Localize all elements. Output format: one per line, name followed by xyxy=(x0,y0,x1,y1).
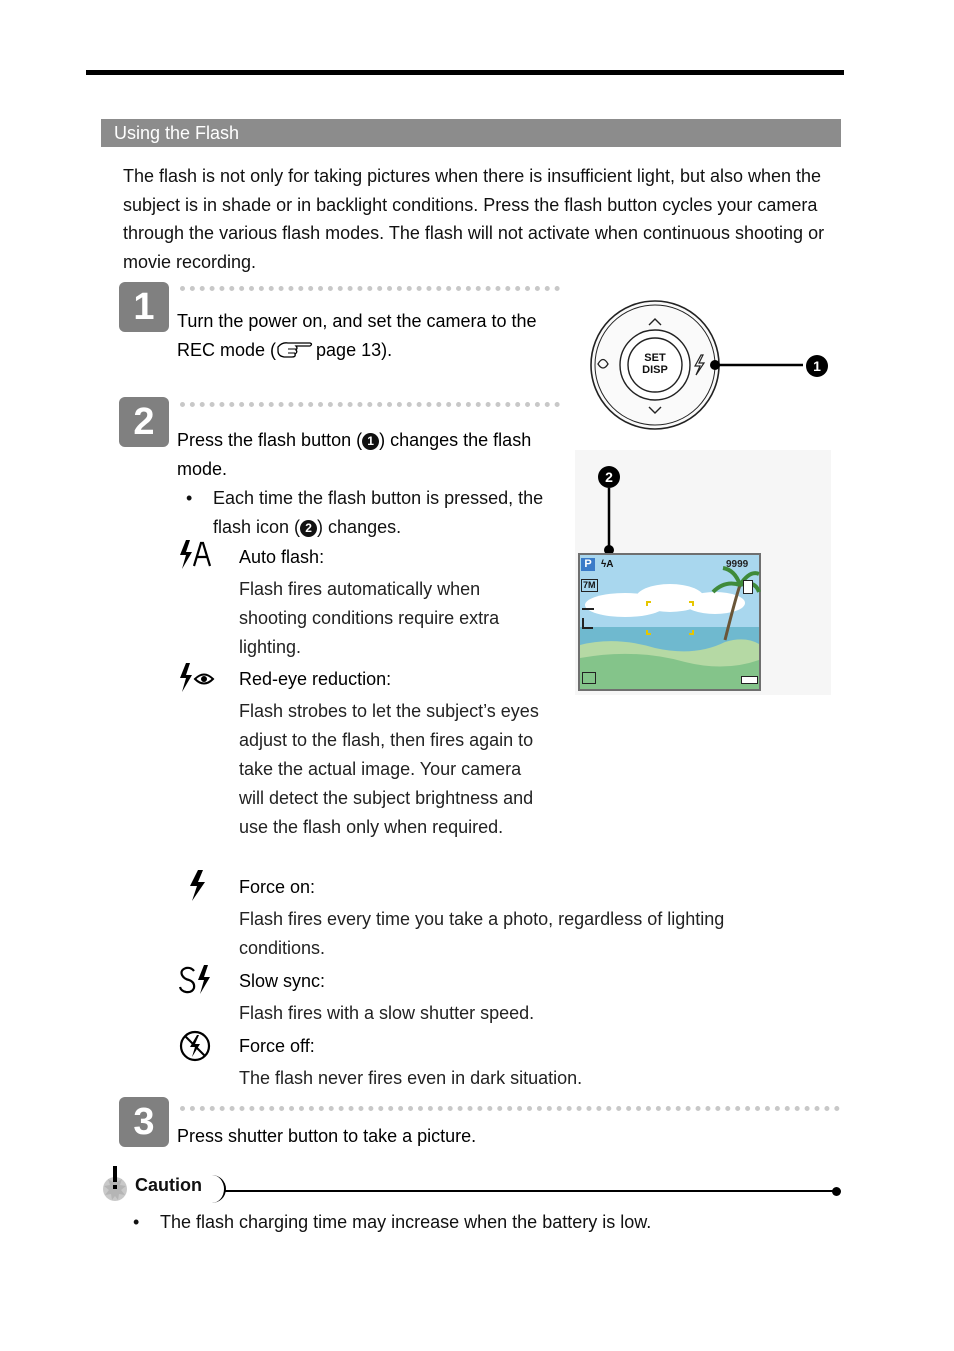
section-title: Using the Flash xyxy=(101,119,841,147)
caution-bracket xyxy=(208,1175,226,1203)
dial-center-label xyxy=(637,352,673,376)
step-3-divider xyxy=(180,1106,840,1111)
flash-auto-icon xyxy=(177,538,219,572)
mode-auto-name: Auto flash xyxy=(239,547,320,567)
mode-redeye-name: Red-eye reduction xyxy=(239,669,387,689)
step-2-text-a: Press the flash button ( xyxy=(177,430,363,450)
flash-slow-sync-icon xyxy=(177,963,219,997)
step-1-divider xyxy=(180,286,560,291)
mode-forceon-name: Force on xyxy=(239,877,311,897)
lcd-mode-label: P xyxy=(584,558,592,570)
lcd-focus-icon xyxy=(582,672,596,684)
mode-redeye-label: Red-eye reduction: xyxy=(239,669,392,689)
top-rule xyxy=(86,70,844,75)
mode-forceoff-desc: The flash never fires even in dark situation. xyxy=(239,1068,583,1088)
step-2-badge: 2 xyxy=(119,397,169,447)
caution-text: The flash charging time may increase when the battery is low. xyxy=(160,1212,652,1232)
pointing-hand-icon xyxy=(276,339,314,368)
step-3-badge: 3 xyxy=(119,1097,169,1147)
mode-forceon-desc: Flash fires every time you take a photo, regardless of lighting conditions. xyxy=(239,909,725,958)
caution-rule xyxy=(224,1190,836,1192)
mode-slowsync-desc: Flash fires with a slow shutter speed. xyxy=(239,1003,535,1023)
marker-1-inline: 1 xyxy=(362,433,379,450)
flash-red-eye-icon xyxy=(177,661,219,695)
intro-paragraph: The flash is not only for taking pictures when there is insufficient light, but also when the subject is in shade or in backlight conditions. Press the flash button cycles your camera through the various flash modes. The flash will not activate when continuous shooting or movie recording. xyxy=(123,166,825,273)
dial-set-label: SET xyxy=(644,352,666,364)
caution-bullet-dot: • xyxy=(133,1212,140,1232)
lcd-memory-icon xyxy=(743,580,753,594)
step-3-text: Press shutter button to take a picture. xyxy=(177,1126,477,1146)
step-1-text xyxy=(177,307,562,368)
mode-forceon-label: Force on: xyxy=(239,877,316,897)
step-2-bullet-a: Each time the flash button is pressed, the flash icon ( xyxy=(213,488,544,537)
mode-forceoff-label: Force off: xyxy=(239,1036,315,1056)
flash-force-on-icon xyxy=(177,868,219,902)
step-1-badge: 1 xyxy=(119,282,169,332)
marker-2-callout: 2 xyxy=(605,469,613,485)
lcd-battery-icon xyxy=(741,676,758,684)
caution-rule-end-dot xyxy=(832,1187,841,1196)
caution-icon xyxy=(100,1165,130,1203)
marker-1-callout: 1 xyxy=(813,358,821,374)
lcd-size-icon: 7M xyxy=(583,580,596,590)
lcd-quality-icon xyxy=(582,598,594,610)
flash-off-icon xyxy=(177,1029,219,1063)
camera-figure xyxy=(575,300,831,695)
marker-2-inline: 2 xyxy=(300,520,317,537)
mode-slowsync-name: Slow sync xyxy=(239,971,321,991)
lcd-shot-count: 9999 xyxy=(726,559,749,570)
step-1-text-b: page 13). xyxy=(316,340,393,360)
bullet-dot: • xyxy=(186,488,193,508)
step-2-bullet-b: ) changes. xyxy=(317,517,402,537)
step-2-text-b: ) changes the flash mode. xyxy=(177,430,532,479)
step-1-text-a: Turn the power on, and set the camera to the REC mode ( xyxy=(177,311,537,360)
lcd-metering-icon xyxy=(582,618,593,629)
mode-auto-desc: Flash fires automatically when shooting conditions require extra lighting. xyxy=(239,579,500,657)
caution-title: Caution xyxy=(135,1175,202,1195)
mode-auto-label: Auto flash: xyxy=(239,547,325,567)
step-2-text xyxy=(177,426,562,484)
mode-forceoff-name: Force off xyxy=(239,1036,310,1056)
step-2-bullet xyxy=(213,484,553,542)
step-2-divider xyxy=(180,402,560,407)
camera-dial-diagram xyxy=(575,300,831,695)
lcd-flash-auto-icon: ϟA xyxy=(601,559,614,570)
mode-redeye-desc: Flash strobes to let the subject’s eyes adjust to the flash, then fires again to take the actual image. Your camera will detect the subject brightness and use the flash only when required. xyxy=(239,701,539,837)
mode-slowsync-label: Slow sync: xyxy=(239,971,326,991)
dial-disp-label: DISP xyxy=(642,364,668,376)
